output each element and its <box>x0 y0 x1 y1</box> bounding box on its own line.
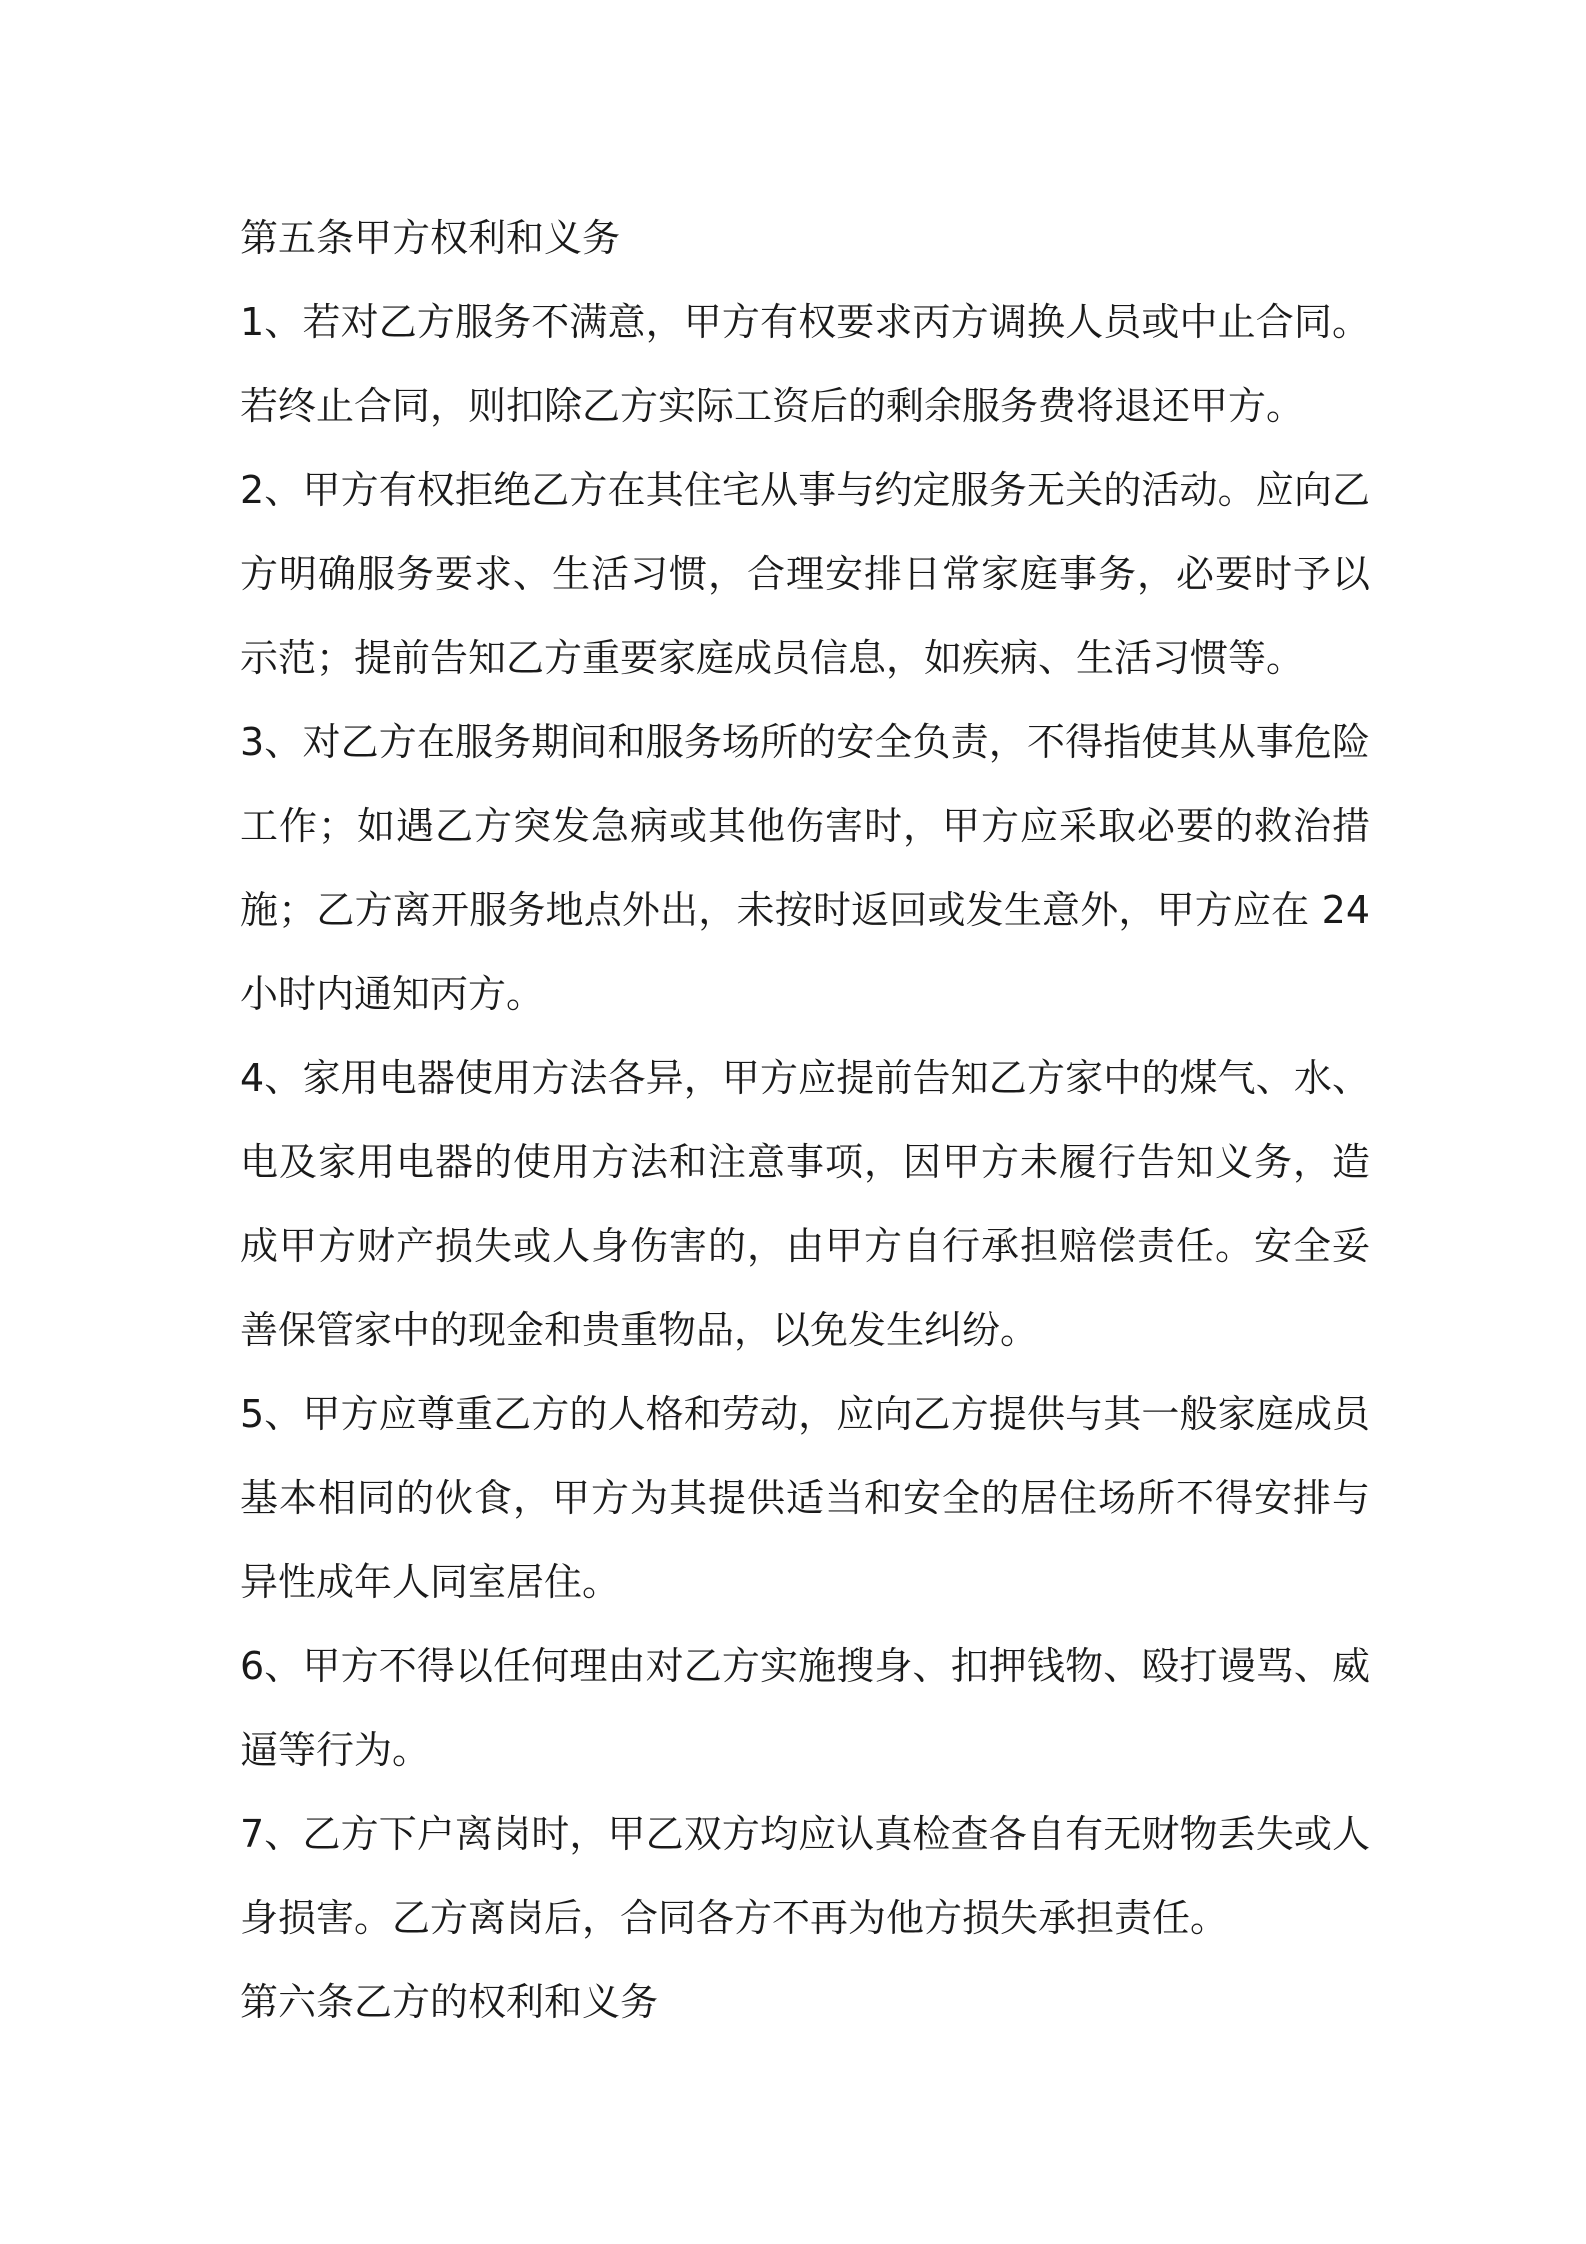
section-5-item-7: 7、乙方下户离岗时，甲乙双方均应认真检查各自有无财物丢失或人身损害。乙方离岗后，合同各方不再为他方损失承担责任。 <box>240 1812 1370 1940</box>
section-5-item-4: 4、家用电器使用方法各异，甲方应提前告知乙方家中的煤气、水、电及家用电器的使用方法和注意事项，因甲方未履行告知义务，造成甲方财产损失或人身伤害的，由甲方自行承担赔偿责任。安全妥善保管家中的现金和贵重物品，以免发生纠纷。 <box>240 1056 1370 1352</box>
section-5-item-5: 5、甲方应尊重乙方的人格和劳动，应向乙方提供与其一般家庭成员基本相同的伙食，甲方为其提供适当和安全的居住场所不得安排与异性成年人同室居住。 <box>240 1392 1370 1604</box>
section-5-item-6: 6、甲方不得以任何理由对乙方实施搜身、扣押钱物、殴打谩骂、威逼等行为。 <box>240 1644 1370 1772</box>
section-6-heading: 第六条乙方的权利和义务 <box>240 1980 659 2024</box>
section-5-heading: 第五条甲方权利和义务 <box>240 216 621 260</box>
document-body <box>240 196 1370 2044</box>
section-5-item-2: 2、甲方有权拒绝乙方在其住宅从事与约定服务无关的活动。应向乙方明确服务要求、生活习惯，合理安排日常家庭事务，必要时予以示范；提前告知乙方重要家庭成员信息，如疾病、生活习惯等。 <box>240 468 1370 680</box>
section-5-item-1: 1、若对乙方服务不满意，甲方有权要求丙方调换人员或中止合同。若终止合同，则扣除乙方实际工资后的剩余服务费将退还甲方。 <box>240 300 1370 428</box>
section-5-item-3: 3、对乙方在服务期间和服务场所的安全负责，不得指使其从事危险工作；如遇乙方突发急病或其他伤害时，甲方应采取必要的救治措施；乙方离开服务地点外出，未按时返回或发生意外，甲方应在 24 小时内通知丙方。 <box>240 720 1370 1016</box>
